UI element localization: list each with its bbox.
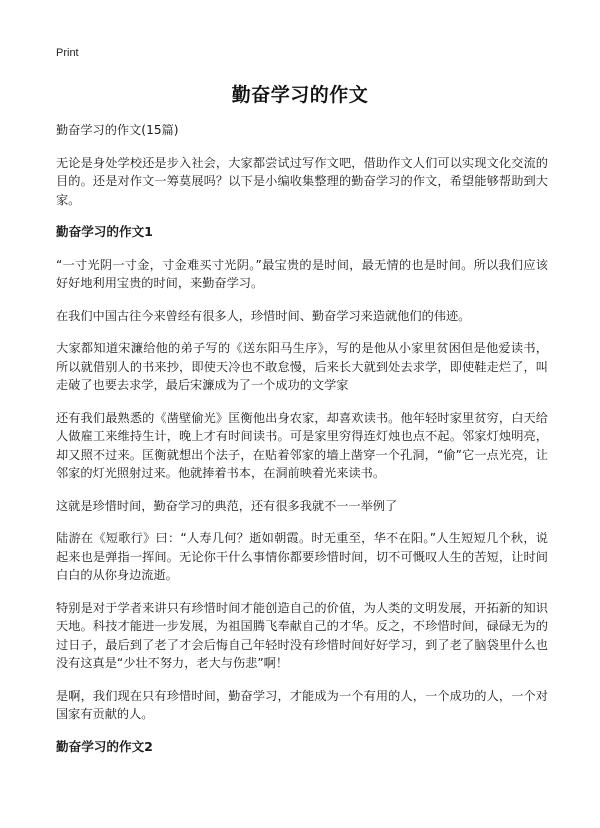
paragraph: 大家都知道宋濂给他的弟子写的《送东阳马生序》，写的是他从小家里贫困但是他爱读书，所以就借别人的书来抄，即使天冷也不敢怠慢，后来长大就到处去求学，即使鞋走烂了，叫走破了也要去求学，最后宋濂成为了一个成功的文学家 bbox=[56, 341, 548, 392]
paragraph: “一寸光阴一寸金，寸金难买寸光阴。”最宝贵的是时间，最无情的也是时间。所以我们应该好好地利用宝贵的时间，来勤奋学习。 bbox=[56, 257, 548, 290]
intro-paragraph: 无论是身处学校还是步入社会，大家都尝试过写作文吧，借助作文人们可以实现文化交流的目的。还是对作文一筹莫展吗？以下是小编收集整理的勤奋学习的作文，希望能够帮助到大家。 bbox=[56, 155, 548, 207]
paragraph: 还有我们最熟悉的《凿壁偷光》匡衡他出身农家，却喜欢读书。他年轻时家里贫穷，白天给人做雇工来维持生计，晚上才有时间读书。可是家里穷得连灯烛也点不起。邻家灯烛明亮，却又照不过来。匡衡就想出个法子，在贴着邻家的墙上凿穿一个孔洞，“偷”它一点光亮，让邻家的灯光照射过来。他就捧着书本，在洞前映着光来读书。 bbox=[56, 410, 548, 480]
section-heading-2: 勤奋学习的作文2 bbox=[56, 738, 153, 754]
print-link[interactable]: Print bbox=[56, 47, 79, 59]
section-heading-1: 勤奋学习的作文1 bbox=[56, 224, 153, 239]
article-subtitle: 勤奋学习的作文(15篇) bbox=[56, 123, 179, 137]
paragraph: 在我们中国古往今来曾经有很多人，珍惜时间、勤奋学习来造就他们的伟迹。 bbox=[56, 308, 471, 323]
paragraph: 陆游在《短歌行》曰：“人寿几何？逝如朝霞。时无重至，华不在阳。”人生短短几个秋，说起来也是弹指一挥间。无论你干什么事情你都要珍惜时间，切不可慨叹人生的苦短，让时间白白的从你身边流逝。 bbox=[56, 531, 548, 582]
paragraph: 是啊，我们现在只有珍惜时间，勤奋学习，才能成为一个有用的人，一个成功的人，一个对国家有贡献的人。 bbox=[56, 688, 548, 721]
paragraph: 这就是珍惜时间，勤奋学习的典范，还有很多我就不一一举例了 bbox=[56, 498, 398, 513]
paragraph: 特别是对于学者来讲只有珍惜时间才能创造自己的价值，为人类的文明发展，开拓新的知识天地。科技才能进一步发展，为祖国腾飞奉献自己的才华。反之，不珍惜时间，碌碌无为的过日子，最后到了老了才会后悔自己年轻时没有珍惜时间好好学习，到了老了脑袋里什么也没有这真是“少壮不努力，老大与伤悲”啊！ bbox=[56, 600, 548, 670]
page-title: 勤奋学习的作文 bbox=[231, 84, 369, 106]
article-body bbox=[56, 121, 548, 770]
